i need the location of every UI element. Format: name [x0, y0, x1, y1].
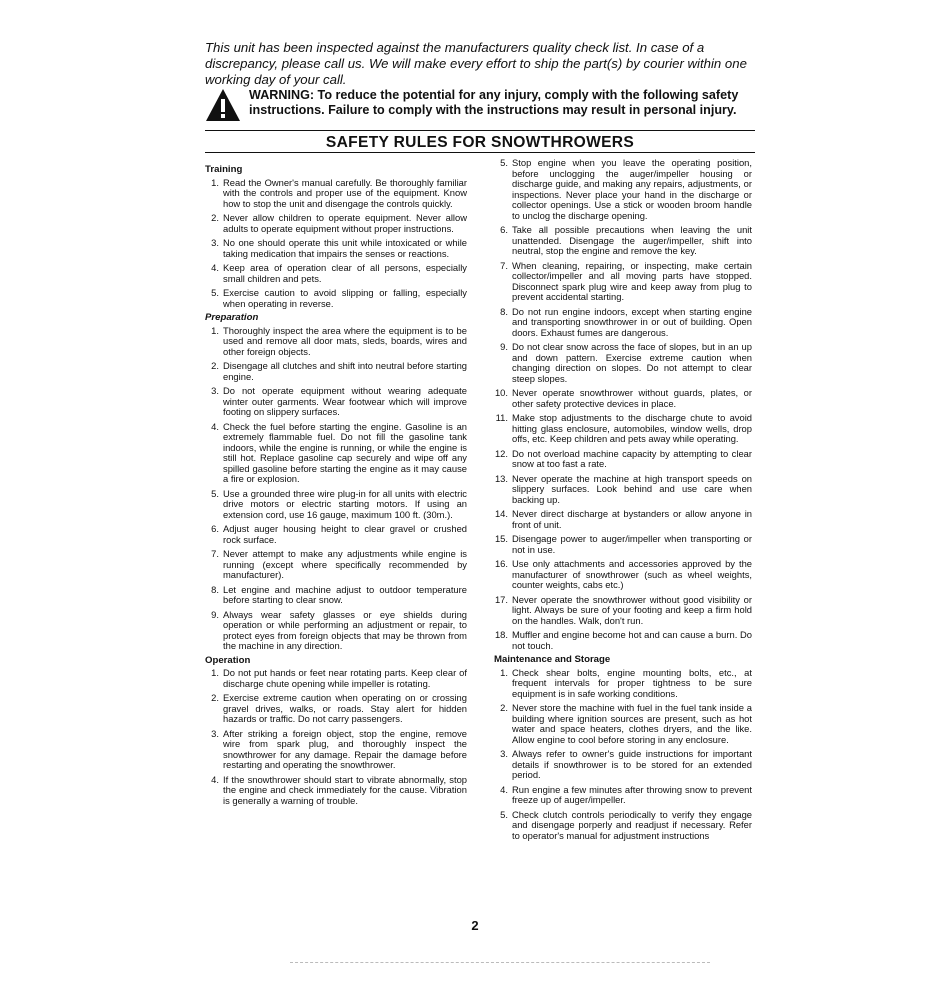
warning-block: [205, 88, 760, 122]
rule-item: [205, 361, 467, 382]
rule-item: [494, 307, 752, 339]
rule-number: 5.: [211, 287, 219, 298]
rule-text: Keep area of operation clear of all persons, especially small children and pets.: [223, 262, 467, 284]
rule-item: [494, 703, 752, 745]
rule-number: 9.: [500, 341, 508, 352]
rule-number: 13.: [494, 472, 508, 484]
left-column: [205, 162, 467, 810]
rule-number: 6.: [500, 224, 508, 235]
rule-item: [205, 524, 467, 545]
rule-number: 2.: [211, 212, 219, 223]
page-number: 2: [471, 918, 479, 933]
rule-text: Always refer to owner's guide instructions for important details if snowthrower is to be stored for an extended period.: [512, 748, 752, 780]
rule-item: [205, 489, 467, 521]
rule-text: Never store the machine with fuel in the fuel tank inside a building where ignition sources are present, such as hot water and space heaters, clothes dryers, and the like. Allow engine to cool before storing in any enclosure.: [512, 702, 752, 745]
rule-item: [205, 693, 467, 725]
rule-item: [205, 422, 467, 485]
rule-item: [205, 288, 467, 309]
rule-text: Never direct discharge at bystanders or allow anyone in front of unit.: [512, 508, 752, 530]
rule-number: 4.: [500, 783, 508, 795]
rule-item: [205, 585, 467, 606]
rule-item: [205, 263, 467, 284]
rule-item: [205, 549, 467, 581]
rule-item: [494, 342, 752, 384]
rule-number: 5.: [500, 808, 508, 820]
rule-item: [205, 213, 467, 234]
rule-text: Adjust auger housing height to clear gravel or crushed rock surface.: [223, 523, 467, 545]
rule-text: Never allow children to operate equipment. Never allow adults to operate equipment without proper instructions.: [223, 212, 467, 234]
rule-text: Let engine and machine adjust to outdoor temperature before starting to clear snow.: [223, 583, 467, 605]
rule-number: 11.: [495, 412, 508, 423]
rule-item: [494, 449, 752, 470]
rule-text: Never operate the snowthrower without good visibility or light. Always be sure of your footing and keep a firm hold on the handles. Walk, don't run.: [512, 593, 752, 626]
warning-triangle-icon: [205, 88, 241, 122]
rule-text: Use a grounded three wire plug-in for all units with electric drive motors or electric starting motors. If using an extension cord, use 16 gauge, maximum 100 ft. (30m.).: [223, 487, 467, 520]
rule-number: 3.: [211, 385, 219, 396]
training-heading: Training: [205, 164, 243, 175]
rule-item: [494, 810, 752, 842]
rule-text: Stop engine when you leave the operating position, before unclogging the auger/impeller housing or discharge guide, and making any repairs, adjustments, or inspections. Never place your hand in the discharge or collector openings. Use a stick or wooden broom handle to unclog the discharge opening.: [512, 157, 752, 221]
rule-text: Do not put hands or feet near rotating parts. Keep clear of discharge chute opening while impeller is rotating.: [223, 667, 467, 689]
rule-number: 5.: [500, 157, 508, 168]
rule-text: Check the fuel before starting the engine. Gasoline is an extremely flammable fuel. Do not fill the gasoline tank indoors, while the engine is running, or while the engine is still hot. Replace gasoline cap securely and wipe off any spilled gasoline before starting the engine as it may cause a fire or explosion.: [223, 420, 467, 484]
rule-text: Do not overload machine capacity by attempting to clear snow at too fast a rate.: [512, 447, 752, 469]
rule-item: [494, 534, 752, 555]
rule-number: 9.: [211, 608, 219, 620]
rule-text: If the snowthrower should start to vibrate abnormally, stop the engine and check immediately for the cause. Vibration is generally a warning of trouble.: [223, 773, 467, 806]
rule-text: After striking a foreign object, stop the engine, remove wire from spark plug, and thoroughly inspect the snowthrower for any damage. Repair the damage before restarting and operating the snowthrower.: [223, 727, 467, 770]
rule-number: 16.: [494, 558, 508, 569]
rule-number: 7.: [500, 259, 508, 271]
rule-number: 15.: [494, 533, 508, 544]
rule-text: Use only attachments and accessories approved by the manufacturer of snowthrower (such as wheel weights, counter weights, cabs etc.): [512, 558, 752, 590]
rule-text: Never operate snowthrower without guards, plates, or other safety protective devices in place.: [512, 387, 752, 409]
rule-text: When cleaning, repairing, or inspecting, make certain collector/impeller and all moving parts have stopped. Disconnect spark plug wire and keep away from plug to prevent accidental starting.: [512, 259, 752, 302]
rule-number: 8.: [211, 583, 219, 595]
maintenance-heading: Maintenance and Storage: [494, 654, 611, 665]
rule-text: Thoroughly inspect the area where the equipment is to be used and remove all door mats, sleds, boards, wires and other foreign objects.: [223, 324, 467, 357]
rule-number: 1.: [211, 667, 219, 678]
rule-number: 5.: [211, 487, 219, 499]
section-title: SAFETY RULES FOR SNOWTHROWERS: [325, 134, 635, 151]
rule-item: [205, 386, 467, 418]
rule-number: 4.: [211, 773, 219, 785]
rule-text: Read the Owner's manual carefully. Be thoroughly familiar with the controls and proper use of the equipment. Know how to stop the unit and disengage the controls quickly.: [223, 176, 467, 209]
rule-item: [205, 668, 467, 689]
rule-number: 2.: [211, 692, 219, 703]
rule-number: 1.: [211, 176, 219, 188]
rule-text: Never attempt to make any adjustments while engine is running (except where specifically recommended by manufacturer).: [223, 548, 467, 580]
rule-item: [494, 630, 752, 651]
rule-number: 7.: [211, 548, 219, 559]
rule-text: Always wear safety glasses or eye shields during operation or while performing an adjustment or repair, to protect eyes from foreign objects that may be thrown from the machine in any direction.: [223, 608, 467, 651]
rule-number: 4.: [211, 262, 219, 273]
training-list: [205, 178, 467, 310]
rule-item: [494, 261, 752, 303]
rule-text: Never operate the machine at high transport speeds on slippery surfaces. Look behind and use care when backing up.: [512, 472, 752, 505]
rule-item: [494, 413, 752, 445]
preparation-heading: Preparation: [205, 312, 259, 323]
rule-item: [205, 729, 467, 771]
footer-rule: [290, 962, 710, 963]
rule-text: Check clutch controls periodically to verify they engage and disengage porperly and readjust if necessary. Refer to operator's manual for adjustment instructions: [512, 808, 752, 841]
rule-number: 17.: [494, 593, 508, 605]
rule-number: 1.: [211, 324, 219, 336]
rule-number: 6.: [211, 523, 219, 534]
rule-number: 2.: [500, 702, 508, 713]
rule-text: Run engine a few minutes after throwing snow to prevent freeze up of auger/impeller.: [512, 783, 752, 805]
rule-item: [494, 749, 752, 781]
right-column: [494, 158, 752, 845]
rule-text: No one should operate this unit while intoxicated or while taking medication that impairs the senses or reactions.: [223, 237, 467, 259]
title-rule-top: [205, 130, 755, 131]
rule-text: Disengage power to auger/impeller when transporting or not in use.: [512, 533, 752, 555]
warning-text: WARNING: To reduce the potential for any injury, comply with the following safety instructions. Failure to comply with the instructions may result in personal injury.: [249, 88, 739, 117]
rule-item: [205, 178, 467, 210]
rule-number: 14.: [494, 508, 508, 519]
rule-number: 3.: [500, 748, 508, 759]
rule-item: [494, 559, 752, 591]
rule-text: Take all possible precautions when leaving the unit unattended. Disengage the auger/impeller, shift into neutral, stop the engine and remove the key.: [512, 224, 752, 256]
preparation-list: [205, 326, 467, 652]
rule-number: 1.: [500, 666, 508, 678]
rule-item: [494, 595, 752, 627]
rule-text: Disengage all clutches and shift into neutral before starting engine.: [223, 360, 467, 382]
rule-number: 3.: [211, 237, 219, 248]
operation-list-right: [494, 158, 752, 651]
rule-text: Check shear bolts, engine mounting bolts, etc., at frequent intervals for proper tightness to be sure equipment is in safe working conditions.: [512, 666, 752, 699]
rule-item: [205, 610, 467, 652]
rule-number: 12.: [494, 447, 508, 459]
rule-item: [205, 775, 467, 807]
rule-number: 4.: [211, 420, 219, 432]
title-rule-bottom: [205, 152, 755, 153]
maintenance-list: [494, 668, 752, 842]
section-title-block: [205, 130, 755, 152]
rule-text: Muffler and engine become hot and can cause a burn. Do not touch.: [512, 629, 752, 651]
rule-text: Exercise extreme caution when operating on or crossing gravel drives, walks, or roads. Stay alert for hidden hazards or traffic. Do not carry passengers.: [223, 692, 467, 724]
rule-text: Exercise caution to avoid slipping or falling, especially when operating in reverse.: [223, 287, 467, 309]
rule-number: 8.: [500, 305, 508, 317]
rule-item: [494, 668, 752, 700]
rule-item: [494, 225, 752, 257]
rule-item: [205, 326, 467, 358]
rule-text: Do not clear snow across the face of slopes, but in an up and down pattern. Exercise extreme caution when changing direction on slopes. Do not attempt to clear steep slopes.: [512, 341, 752, 384]
operation-list-left: [205, 668, 467, 806]
rule-item: [494, 509, 752, 530]
rule-item: [494, 388, 752, 409]
rule-number: 18.: [494, 629, 508, 640]
operation-heading: Operation: [205, 654, 251, 666]
rule-number: 3.: [211, 727, 219, 739]
rule-text: Make stop adjustments to the discharge chute to avoid hitting glass enclosure, automobiles, window wells, drop offs, etc. Keep children and pets away while operating.: [512, 412, 752, 444]
rule-item: [494, 158, 752, 221]
rule-item: [205, 238, 467, 259]
rule-text: Do not operate equipment without wearing adequate winter outer garments. Wear footwear which will improve footing on slippery surfaces.: [223, 385, 467, 417]
inspection-notice: This unit has been inspected against the manufacturers quality check list. In case of a discrepancy, please call us. We will make every effort to ship the part(s) by courier within one working day of your call.: [205, 40, 747, 88]
rule-number: 10.: [494, 387, 508, 398]
rule-item: [494, 785, 752, 806]
rule-number: 2.: [211, 360, 219, 371]
rule-item: [494, 474, 752, 506]
rule-text: Do not run engine indoors, except when starting engine and transporting snowthrower in or out of building. Open doors. Exhaust fumes are dangerous.: [512, 305, 752, 338]
